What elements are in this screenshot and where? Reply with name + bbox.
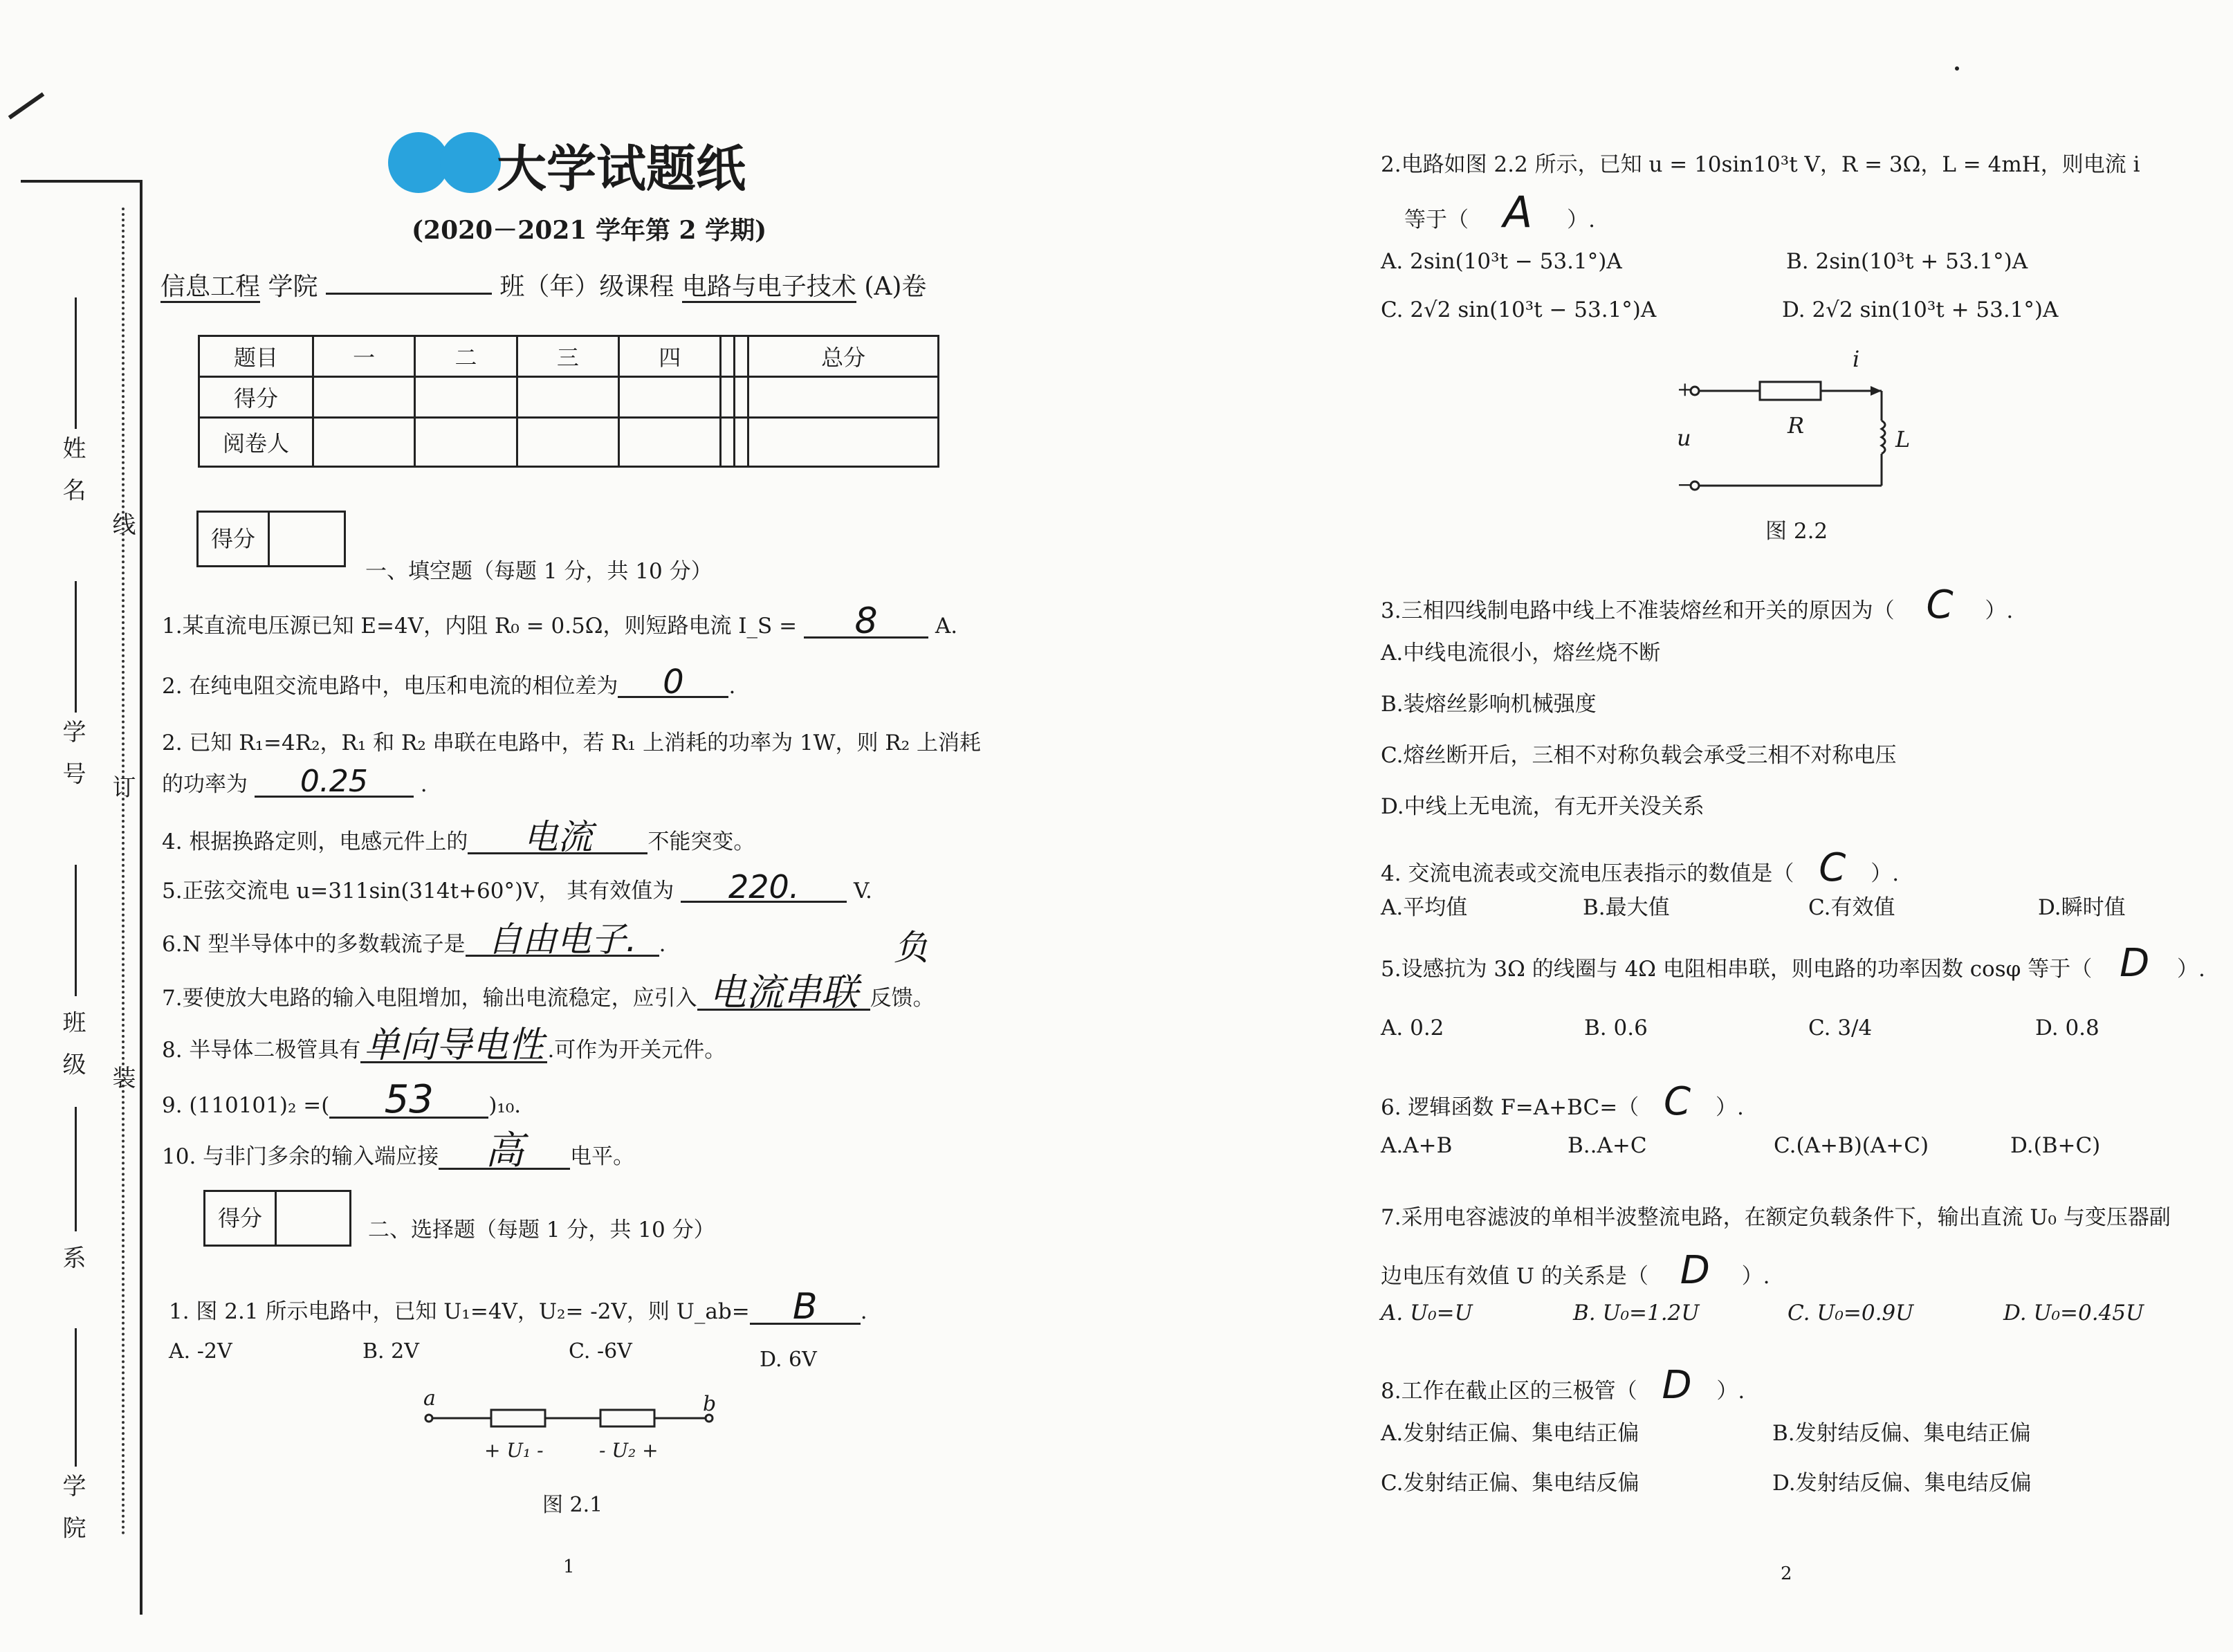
score-cell bbox=[721, 418, 735, 467]
score-header-cell: 一 bbox=[313, 336, 415, 377]
fill-answer: 高 bbox=[439, 1135, 570, 1170]
score-cell bbox=[721, 377, 735, 418]
q6-option-c: C.(A+B)(A+C) bbox=[1774, 1133, 1929, 1158]
q8-option-c: C.发射结正偏、集电结反偏 bbox=[1381, 1471, 1639, 1496]
q5-option-c: C. 3/4 bbox=[1808, 1016, 1873, 1040]
side-school-label: 学 院 bbox=[58, 1474, 86, 1545]
q4-answer: C bbox=[1819, 845, 1846, 890]
fill-answer-correction: 负 bbox=[894, 928, 928, 968]
q4-option-c: C.有效值 bbox=[1808, 895, 1895, 920]
score-table-row bbox=[199, 418, 939, 467]
score-cell bbox=[517, 377, 618, 418]
fill-answer: 0.25 bbox=[255, 768, 414, 798]
fill-answer: 电流 bbox=[468, 822, 647, 854]
q3-option-d: D.中线上无电流，有无开关没关系 bbox=[1381, 794, 1704, 819]
q8-option-b: B.发射结反偏、集电结正偏 bbox=[1772, 1421, 2031, 1446]
class-blank bbox=[326, 293, 492, 295]
q7-option-a: A. U₀=U bbox=[1381, 1301, 1473, 1325]
q5-option-d: D. 0.8 bbox=[2035, 1016, 2099, 1040]
side-dept-label: 系 bbox=[58, 1245, 86, 1274]
q8-option-d: D.发射结反偏、集电结反偏 bbox=[1772, 1471, 2032, 1496]
q7-line1: 7.采用电容滤波的单相半波整流电路，在额定负载条件下，输出直流 U₀ 与变压器副 bbox=[1381, 1205, 2171, 1230]
section2-score-box bbox=[203, 1190, 351, 1247]
choice1-option-b: B. 2V bbox=[362, 1339, 419, 1364]
q7-option-b: B. U₀=1.2U bbox=[1573, 1301, 1700, 1325]
side-name-label: 姓 名 bbox=[58, 436, 86, 507]
side-ding-label: 订 bbox=[108, 775, 136, 804]
score-cell bbox=[619, 377, 721, 418]
q6-option-d: D.(B+C) bbox=[2010, 1133, 2101, 1158]
score-table bbox=[198, 335, 939, 468]
score-cell bbox=[313, 418, 415, 467]
q4-option-d: D.瞬时值 bbox=[2038, 895, 2126, 920]
score-cell bbox=[748, 377, 939, 418]
q8-option-a: A.发射结正偏、集电结正偏 bbox=[1381, 1421, 1639, 1446]
choice-question-1: 1. 图 2.1 所示电路中，已知 U₁=4V，U₂= -2V，则 U_ab= B . bbox=[169, 1286, 867, 1328]
stray-dot-mark bbox=[1955, 66, 1959, 71]
score-row-label: 阅卷人 bbox=[199, 418, 313, 467]
fill-question-6: 6.N 型半导体中的多数载流子是 自由电子. . bbox=[162, 919, 666, 960]
q3-text: 3.三相四线制电路中线上不准装熔丝和开关的原因为（ C ）. bbox=[1381, 582, 2014, 627]
side-line-label: 线 bbox=[108, 512, 136, 541]
score-header-cell: 三 bbox=[517, 336, 618, 377]
score-cell bbox=[313, 377, 415, 418]
course-name: 电路与电子技术 bbox=[682, 273, 856, 303]
q2-option-d: D. 2√2 sin(10³t + 53.1°)A bbox=[1782, 297, 2059, 322]
fill-question-8: 8. 半导体二极管具有单向导电性 .可作为开关元件。 bbox=[162, 1025, 726, 1066]
circuit-figure-2-1 bbox=[415, 1391, 733, 1467]
q7-answer: D bbox=[1680, 1248, 1710, 1293]
score-table-header-row bbox=[199, 336, 939, 377]
fig21-label-b: b bbox=[703, 1392, 717, 1416]
q3-option-c: C.熔丝断开后，三相不对称负载会承受三相不对称电压 bbox=[1381, 743, 1897, 768]
q5-text: 5.设感抗为 3Ω 的线圈与 4Ω 电阻相串联，则电路的功率因数 cosφ 等于（ D ）. bbox=[1381, 941, 2205, 986]
score-cell bbox=[415, 418, 517, 467]
course-info-line bbox=[160, 267, 926, 302]
fig22-label-l: L bbox=[1895, 426, 1911, 452]
fill-question-9: 9. (110101)₂ =( 53 )₁₀. bbox=[162, 1077, 522, 1122]
q7-option-c: C. U₀=0.9U bbox=[1788, 1301, 1914, 1325]
fill-question-10: 10. 与非门多余的输入端应接 高 电平。 bbox=[162, 1128, 635, 1173]
q6-answer: C bbox=[1664, 1079, 1691, 1124]
fig21-caption: 图 2.1 bbox=[542, 1493, 603, 1517]
score-cell bbox=[415, 377, 517, 418]
q8-text: 8.工作在截止区的三极管（ D ）. bbox=[1381, 1363, 1745, 1408]
score-header-cell: 总分 bbox=[748, 336, 939, 377]
college-name: 信息工程 bbox=[160, 273, 260, 303]
q6-option-b: B..A+C bbox=[1568, 1133, 1647, 1158]
name-blank-line bbox=[75, 297, 77, 429]
fig21-label-u1: + U₁ - bbox=[484, 1439, 544, 1462]
choice-answer: B bbox=[750, 1291, 861, 1325]
fill-answer: 8 bbox=[804, 606, 928, 639]
exam-title: 大学试题纸 bbox=[497, 139, 746, 198]
paper-version: (A)卷 bbox=[864, 273, 927, 301]
score-header-cell: 四 bbox=[619, 336, 721, 377]
score-cell bbox=[619, 418, 721, 467]
fill-answer: 单向导电性 bbox=[360, 1029, 547, 1063]
q2-option-b: B. 2sin(10³t + 53.1°)A bbox=[1786, 249, 2028, 274]
choice1-option-d: D. 6V bbox=[760, 1348, 817, 1372]
id-blank-line bbox=[75, 581, 77, 713]
fig21-label-a: a bbox=[423, 1386, 436, 1411]
q2-line1: 2.电路如图 2.2 所示，已知 u = 10sin10³t V，R = 3Ω，L = 4mH，则电流 i bbox=[1381, 152, 2140, 177]
q4-option-b: B.最大值 bbox=[1583, 895, 1670, 920]
fill-answer: 53 bbox=[329, 1083, 488, 1119]
section2-title: 二、选择题（每题 1 分，共 10 分） bbox=[368, 1218, 715, 1242]
score-row-label: 得分 bbox=[199, 377, 313, 418]
fill-question-5: 5.正弦交流电 u=311sin(314t+60°)V， 其有效值为 220. V. bbox=[162, 868, 872, 906]
fill-question-7: 7.要使放大电路的输入电阻增加，输出电流稳定，应引入 电流串联 反馈。 bbox=[162, 971, 935, 1014]
q3-option-b: B.装熔丝影响机械强度 bbox=[1381, 692, 1597, 717]
fig22-caption: 图 2.2 bbox=[1765, 519, 1828, 544]
q5-option-b: B. 0.6 bbox=[1584, 1016, 1648, 1040]
fill-question-1: 1.某直流电压源已知 E=4V，内阻 R₀ = 0.5Ω，则短路电流 I_S = 8 A. bbox=[162, 600, 958, 642]
fill-answer: 电流串联 bbox=[697, 977, 870, 1011]
fill-answer: 0 bbox=[618, 668, 728, 698]
side-id-label: 学 号 bbox=[58, 719, 86, 791]
q8-answer: D bbox=[1662, 1363, 1692, 1408]
score-cell bbox=[517, 418, 618, 467]
choice1-option-a: A. -2V bbox=[169, 1339, 232, 1364]
fill-question-2: 2. 在纯电阻交流电路中，电压和电流的相位差为 0 . bbox=[162, 663, 736, 701]
score-cell bbox=[748, 418, 939, 467]
score-cell bbox=[735, 377, 748, 418]
q2-option-c: C. 2√2 sin(10³t − 53.1°)A bbox=[1381, 297, 1657, 322]
score-header-cell: 二 bbox=[415, 336, 517, 377]
q3-option-a: A.中线电流很小，熔丝烧不断 bbox=[1381, 641, 1661, 666]
fig22-label-minus: − bbox=[1677, 473, 1693, 496]
side-class-label: 班 级 bbox=[58, 1010, 86, 1081]
page-number-1: 1 bbox=[563, 1557, 575, 1577]
binding-dotted-line bbox=[122, 208, 125, 1536]
fig21-label-u2: - U₂ + bbox=[599, 1439, 659, 1462]
choice1-option-c: C. -6V bbox=[569, 1339, 632, 1364]
school-blank-line bbox=[75, 1328, 77, 1467]
score-table-row bbox=[199, 377, 939, 418]
q5-answer: D bbox=[2120, 941, 2150, 986]
score-header-cell bbox=[735, 336, 748, 377]
q2-line2: 等于（ A ）. bbox=[1404, 187, 1595, 237]
fig22-label-r: R bbox=[1788, 412, 1805, 439]
dept-blank-line bbox=[75, 1107, 77, 1231]
fill-answer: 自由电子. bbox=[466, 924, 659, 957]
q2-option-a: A. 2sin(10³t − 53.1°)A bbox=[1381, 249, 1622, 274]
fill-question-3: 2. 已知 R₁=4R₂，R₁ 和 R₂ 串联在电路中，若 R₁ 上消耗的功率为 1W，则 R₂ 上消耗 bbox=[162, 731, 982, 755]
fill-answer: 220. bbox=[681, 873, 847, 903]
fig22-label-plus: + bbox=[1677, 378, 1693, 401]
q7-option-d: D. U₀=0.45U bbox=[2003, 1301, 2144, 1325]
fill-question-3-cont: 的功率为 0.25 . bbox=[162, 764, 428, 799]
circuit-figure-2-2 bbox=[1674, 360, 1895, 498]
college-suffix: 学院 bbox=[268, 273, 318, 301]
pen-stroke-mark bbox=[8, 92, 45, 119]
section1-score-box bbox=[196, 511, 346, 567]
q2-answer: A bbox=[1503, 187, 1533, 237]
q3-answer: C bbox=[1926, 582, 1954, 627]
side-zhuang-label: 装 bbox=[108, 1065, 136, 1094]
page-number-2: 2 bbox=[1781, 1563, 1792, 1584]
q4-text: 4. 交流电流表或交流电压表指示的数值是（ C ）. bbox=[1381, 845, 1900, 890]
q4-option-a: A.平均值 bbox=[1381, 895, 1468, 920]
section1-score-label: 得分 bbox=[199, 513, 270, 565]
section1-title: 一、填空题（每题 1 分，共 10 分） bbox=[365, 559, 713, 584]
q7-line2: 边电压有效值 U 的关系是（ D ）. bbox=[1381, 1248, 1770, 1293]
fig22-label-i: i bbox=[1853, 346, 1860, 372]
section2-score-label: 得分 bbox=[205, 1192, 277, 1245]
score-cell bbox=[735, 418, 748, 467]
class-text: 班（年）级课程 bbox=[499, 273, 674, 301]
score-header-cell bbox=[721, 336, 735, 377]
class-blank-line bbox=[75, 865, 77, 996]
fill-question-4: 4. 根据换路定则，电感元件上的 电流 不能突变。 bbox=[162, 817, 755, 857]
fig22-label-u: u bbox=[1677, 425, 1691, 451]
q6-option-a: A.A+B bbox=[1381, 1133, 1453, 1158]
redaction-stamp bbox=[387, 131, 505, 194]
exam-term: (2020－2021 学年第 2 学期) bbox=[412, 216, 767, 245]
q5-option-a: A. 0.2 bbox=[1381, 1016, 1444, 1040]
q6-text: 6. 逻辑函数 F=A+BC=（ C ）. bbox=[1381, 1079, 1744, 1124]
score-header-cell: 题目 bbox=[199, 336, 313, 377]
